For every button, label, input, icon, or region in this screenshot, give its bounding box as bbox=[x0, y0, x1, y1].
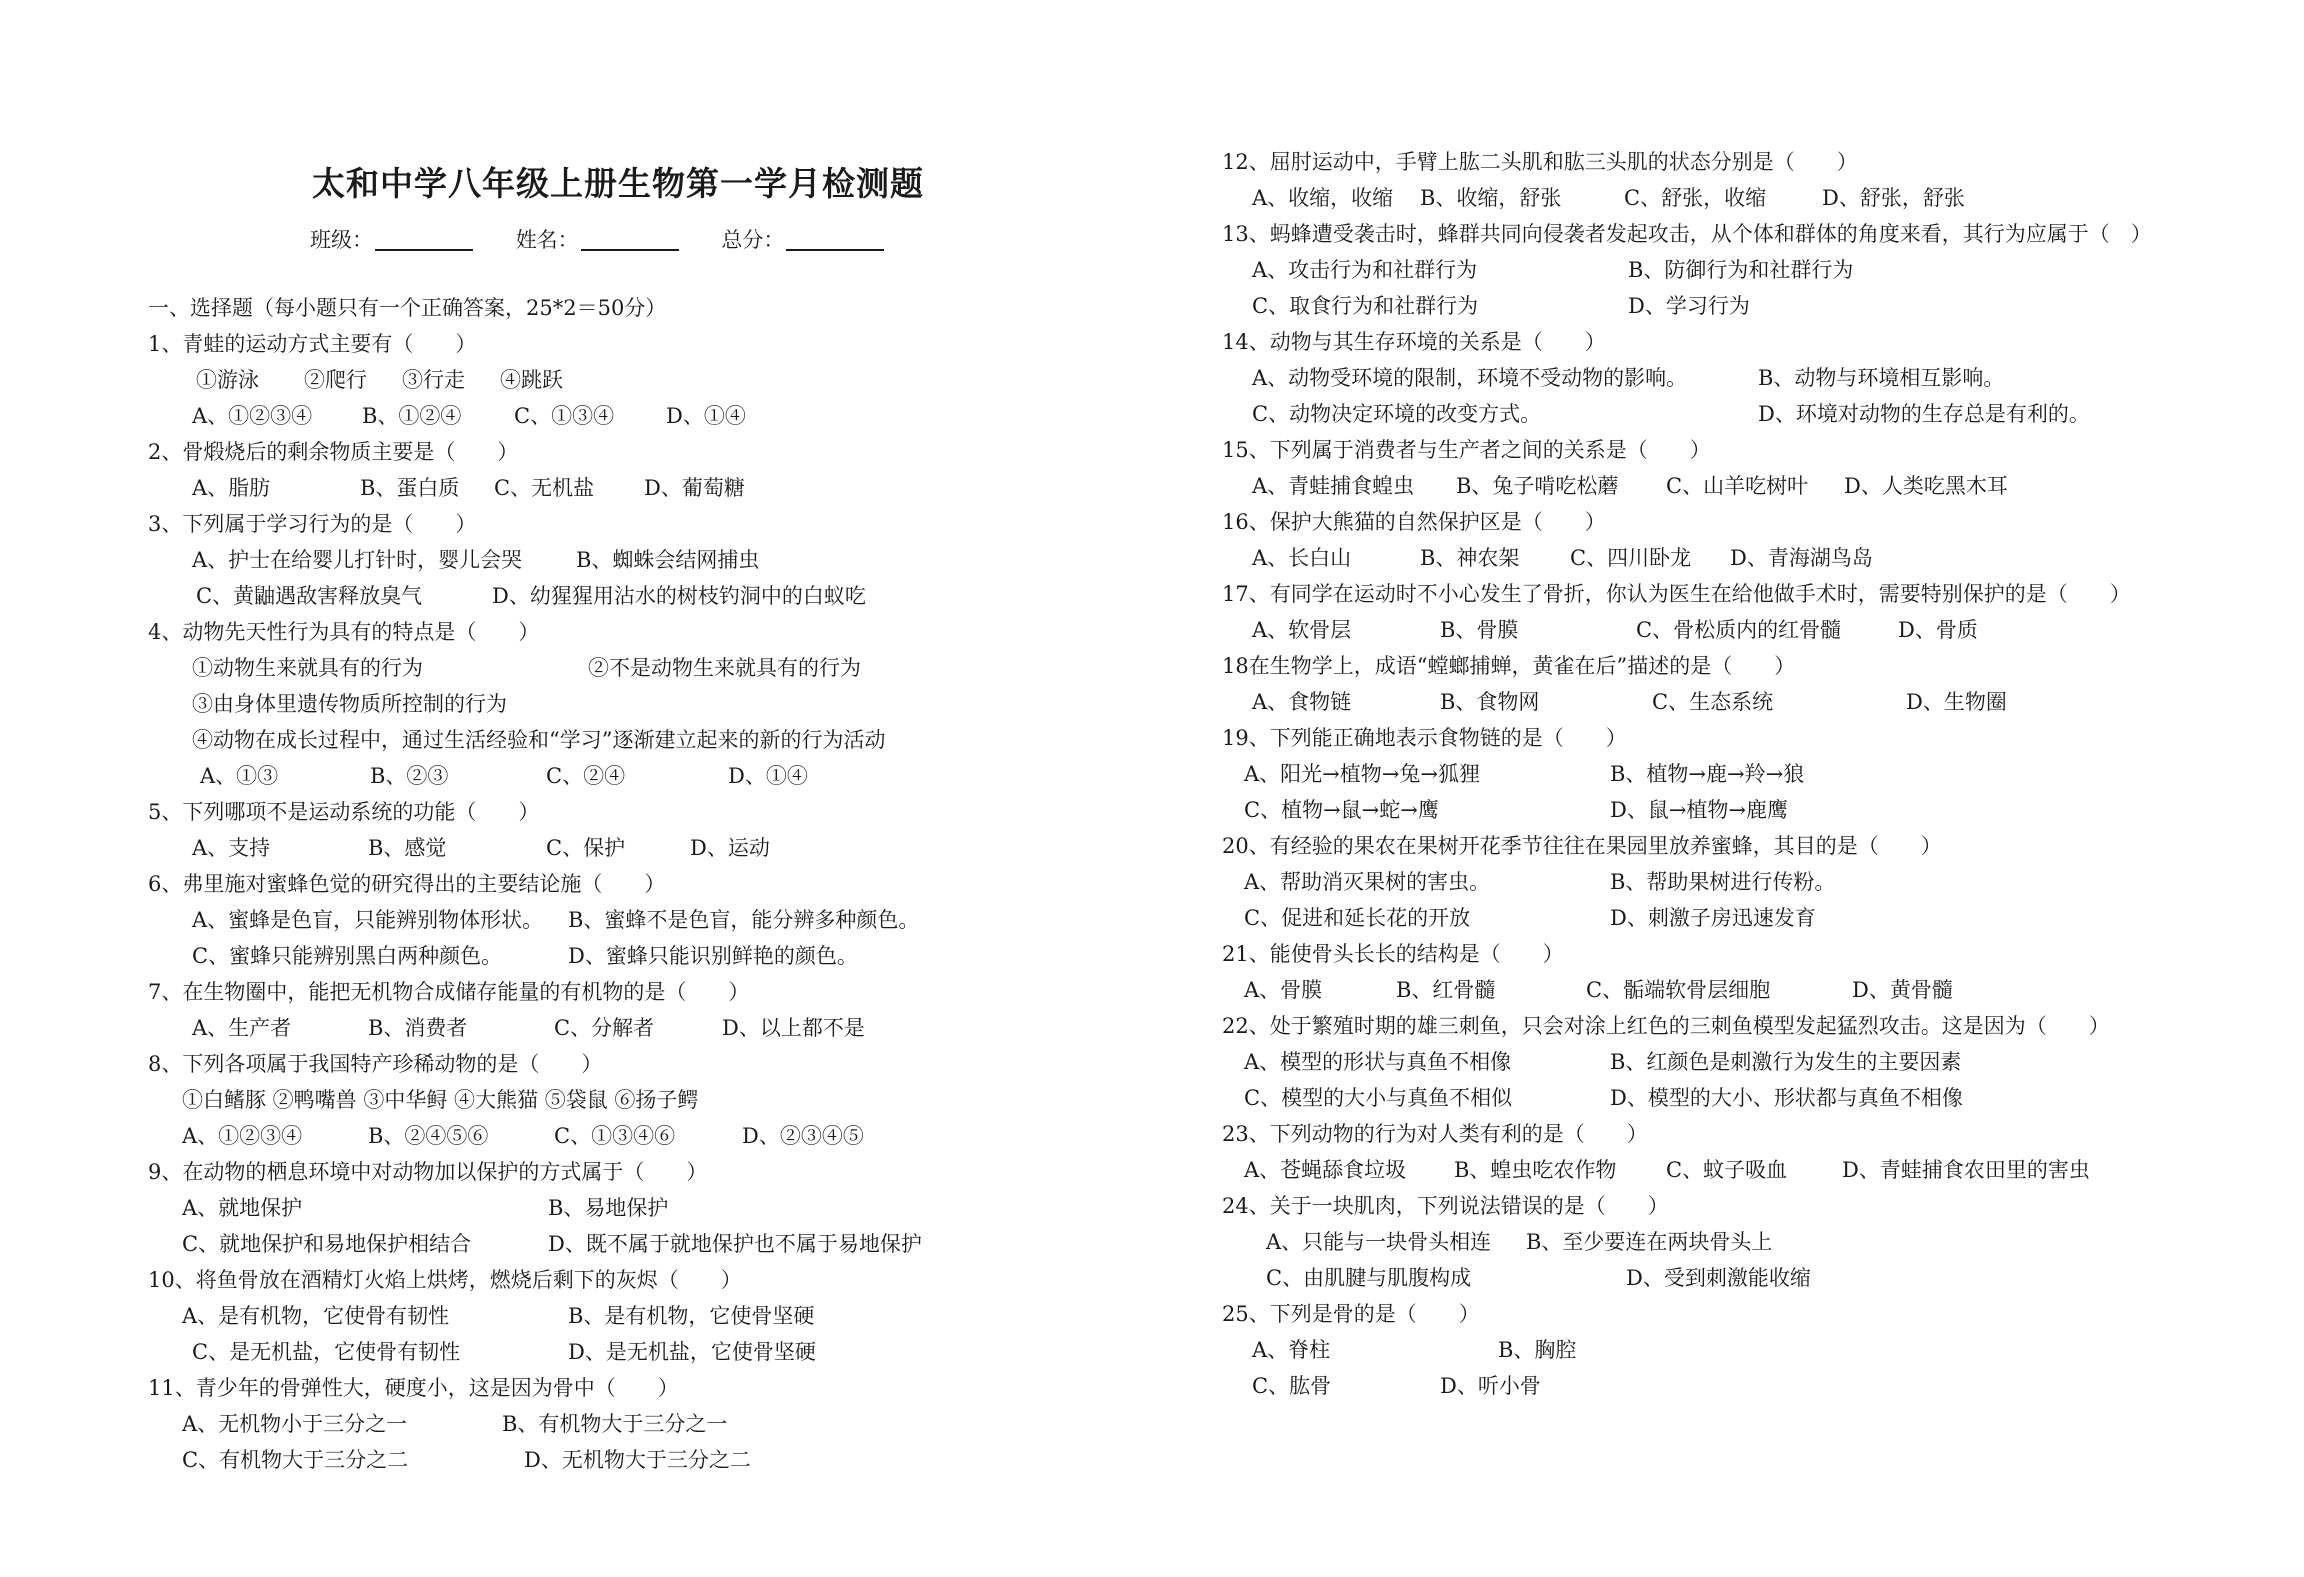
section-heading: 一、选择题（每小题只有一个正确答案，25*2＝50分） bbox=[148, 296, 667, 320]
q12-option-a: A、收缩，收缩 bbox=[1252, 186, 1394, 210]
question-4-items-row3 bbox=[148, 722, 1168, 758]
q1-item-2: ②爬行 bbox=[304, 368, 367, 392]
q18-option-d: D、生物圈 bbox=[1906, 690, 2007, 714]
q25-option-d: D、听小骨 bbox=[1440, 1374, 1541, 1398]
q9-option-b: B、易地保护 bbox=[548, 1196, 669, 1220]
q1-item-3: ③行走 bbox=[402, 368, 465, 392]
question-24-options-row1 bbox=[1222, 1224, 2262, 1260]
question-15-stem: 15、下列属于消费者与生产者之间的关系是（ ） bbox=[1222, 438, 1711, 462]
question-3-stem: 3、下列属于学习行为的是（ ） bbox=[148, 512, 477, 536]
question-25-options-row1 bbox=[1222, 1332, 2262, 1368]
question-17-options bbox=[1222, 612, 2262, 648]
q17-option-b: B、骨膜 bbox=[1440, 618, 1519, 642]
left-column bbox=[148, 290, 1168, 1478]
exam-title: 太和中学八年级上册生物第一学月检测题 bbox=[312, 164, 924, 203]
q4-item-4: ④动物在成长过程中，通过生活经验和“学习”逐渐建立起来的新的行为活动 bbox=[192, 728, 886, 752]
class-label: 班级： bbox=[310, 228, 373, 252]
q8-items: ①白鳍豚 ②鸭嘴兽 ③中华鲟 ④大熊猫 ⑤袋鼠 ⑥扬子鳄 bbox=[182, 1088, 699, 1112]
q4-option-b: B、②③ bbox=[370, 764, 449, 788]
question-13-options-row2 bbox=[1222, 288, 2262, 324]
question-12-stem: 12、屈肘运动中，手臂上肱二头肌和肱三头肌的状态分别是（ ） bbox=[1222, 150, 1858, 174]
q16-option-a: A、长白山 bbox=[1252, 546, 1352, 570]
q10-option-b: B、是有机物，它使骨坚硬 bbox=[568, 1304, 815, 1328]
question-19-options-row2 bbox=[1222, 792, 2262, 828]
q1-item-4: ④跳跃 bbox=[500, 368, 563, 392]
q1-option-d: D、①④ bbox=[666, 404, 746, 428]
score-label: 总分： bbox=[721, 228, 785, 252]
q18-option-a: A、食物链 bbox=[1252, 690, 1352, 714]
q3-option-c: C、黄鼬遇敌害释放臭气 bbox=[196, 584, 423, 608]
question-13-options-row1 bbox=[1222, 252, 2262, 288]
q20-option-b: B、帮助果树进行传粉。 bbox=[1610, 870, 1836, 894]
question-25-stem: 25、下列是骨的是（ ） bbox=[1222, 1302, 1480, 1326]
q11-option-c: C、有机物大于三分之二 bbox=[182, 1448, 409, 1472]
q11-option-d: D、无机物大于三分之二 bbox=[524, 1448, 751, 1472]
q1-option-a: A、①②③④ bbox=[192, 404, 313, 428]
question-20-options-row2 bbox=[1222, 900, 2262, 936]
q2-option-a: A、脂肪 bbox=[192, 476, 271, 500]
q3-option-b: B、蜘蛛会结网捕虫 bbox=[576, 548, 760, 572]
question-1-stem: 1、青蛙的运动方式主要有（ ） bbox=[148, 332, 477, 356]
question-17-stem: 17、有同学在运动时不小心发生了骨折，你认为医生在给他做手术时，需要特别保护的是（ ） bbox=[1222, 582, 2131, 606]
question-12-options bbox=[1222, 180, 2262, 216]
q7-option-d: D、以上都不是 bbox=[722, 1016, 865, 1040]
question-11-options-row2 bbox=[148, 1442, 1168, 1478]
question-9-options-row2 bbox=[148, 1226, 1168, 1262]
q23-option-d: D、青蛙捕食农田里的害虫 bbox=[1842, 1158, 2090, 1182]
q2-option-b: B、蛋白质 bbox=[360, 476, 460, 500]
q24-option-b: B、至少要连在两块骨头上 bbox=[1526, 1230, 1773, 1254]
question-2-stem: 2、骨煅烧后的剩余物质主要是（ ） bbox=[148, 440, 519, 464]
q14-option-c: C、动物决定环境的改变方式。 bbox=[1252, 402, 1542, 426]
q4-item-3: ③由身体里遗传物质所控制的行为 bbox=[192, 692, 507, 716]
question-13-stem: 13、蚂蜂遭受袭击时，蜂群共同向侵袭者发起攻击，从个体和群体的角度来看，其行为应属于（ ） bbox=[1222, 222, 2152, 246]
question-23-options bbox=[1222, 1152, 2262, 1188]
q1-option-c: C、①③④ bbox=[514, 404, 615, 428]
q18-option-c: C、生态系统 bbox=[1652, 690, 1774, 714]
question-21-stem: 21、能使骨头长长的结构是（ ） bbox=[1222, 942, 1564, 966]
question-9-options-row1 bbox=[148, 1190, 1168, 1226]
question-14-options-row2 bbox=[1222, 396, 2262, 432]
q8-option-b: B、②④⑤⑥ bbox=[368, 1124, 489, 1148]
question-6-options-row2 bbox=[148, 938, 1168, 974]
q3-option-a: A、护士在给婴儿打针时，婴儿会哭 bbox=[192, 548, 523, 572]
q18-option-b: B、食物网 bbox=[1440, 690, 1540, 714]
q16-option-d: D、青海湖鸟岛 bbox=[1730, 546, 1873, 570]
question-8-items bbox=[148, 1082, 1168, 1118]
question-8-options bbox=[148, 1118, 1168, 1154]
question-5-stem: 5、下列哪项不是运动系统的功能（ ） bbox=[148, 800, 540, 824]
name-blank bbox=[581, 227, 679, 251]
q23-option-b: B、蝗虫吃农作物 bbox=[1454, 1158, 1617, 1182]
question-1-options bbox=[148, 398, 1168, 434]
question-4-options bbox=[148, 758, 1168, 794]
q13-option-d: D、学习行为 bbox=[1628, 294, 1750, 318]
question-8-stem: 8、下列各项属于我国特产珍稀动物的是（ ） bbox=[148, 1052, 603, 1076]
q9-option-c: C、就地保护和易地保护相结合 bbox=[182, 1232, 472, 1256]
question-7-options bbox=[148, 1010, 1168, 1046]
question-2-options bbox=[148, 470, 1168, 506]
q8-option-a: A、①②③④ bbox=[182, 1124, 303, 1148]
q22-option-c: C、模型的大小与真鱼不相似 bbox=[1244, 1086, 1513, 1110]
q7-option-c: C、分解者 bbox=[554, 1016, 655, 1040]
q25-option-b: B、胸腔 bbox=[1498, 1338, 1577, 1362]
question-10-options-row2 bbox=[148, 1334, 1168, 1370]
q21-option-c: C、骺端软骨层细胞 bbox=[1586, 978, 1771, 1002]
question-6-stem: 6、弗里施对蜜蜂色觉的研究得出的主要结论施（ ） bbox=[148, 872, 666, 896]
q7-option-b: B、消费者 bbox=[368, 1016, 468, 1040]
q1-option-b: B、①②④ bbox=[362, 404, 462, 428]
q19-option-d: D、鼠→植物→鹿鹰 bbox=[1610, 798, 1789, 822]
q13-option-b: B、防御行为和社群行为 bbox=[1628, 258, 1854, 282]
q21-option-d: D、黄骨髓 bbox=[1852, 978, 1953, 1002]
q21-option-a: A、骨膜 bbox=[1244, 978, 1323, 1002]
q2-option-d: D、葡萄糖 bbox=[644, 476, 745, 500]
q15-option-a: A、青蛙捕食蝗虫 bbox=[1252, 474, 1415, 498]
question-10-options-row1 bbox=[148, 1298, 1168, 1334]
q22-option-b: B、红颜色是刺激行为发生的主要因素 bbox=[1610, 1050, 1962, 1074]
q4-item-1: ①动物生来就具有的行为 bbox=[192, 656, 423, 680]
q9-option-d: D、既不属于就地保护也不属于易地保护 bbox=[548, 1232, 922, 1256]
question-19-stem: 19、下列能正确地表示食物链的是（ ） bbox=[1222, 726, 1627, 750]
question-18-options bbox=[1222, 684, 2262, 720]
question-10-stem: 10、将鱼骨放在酒精灯火焰上烘烤，燃烧后剩下的灰烬（ ） bbox=[148, 1268, 742, 1292]
q20-option-d: D、刺激子房迅速发育 bbox=[1610, 906, 1816, 930]
q4-option-d: D、①④ bbox=[728, 764, 808, 788]
question-20-options-row1 bbox=[1222, 864, 2262, 900]
question-9-stem: 9、在动物的栖息环境中对动物加以保护的方式属于（ ） bbox=[148, 1160, 708, 1184]
question-3-options-row1 bbox=[148, 542, 1168, 578]
q21-option-b: B、红骨髓 bbox=[1396, 978, 1496, 1002]
question-23-stem: 23、下列动物的行为对人类有利的是（ ） bbox=[1222, 1122, 1648, 1146]
question-22-options-row1 bbox=[1222, 1044, 2262, 1080]
q4-item-2: ②不是动物生来就具有的行为 bbox=[588, 656, 861, 680]
q6-option-c: C、蜜蜂只能辨别黑白两种颜色。 bbox=[192, 944, 503, 968]
q8-option-c: C、①③④⑥ bbox=[554, 1124, 676, 1148]
q16-option-c: C、四川卧龙 bbox=[1570, 546, 1692, 570]
q12-option-c: C、舒张，收缩 bbox=[1624, 186, 1767, 210]
question-4-stem: 4、动物先天性行为具有的特点是（ ） bbox=[148, 620, 540, 644]
q14-option-d: D、环境对动物的生存总是有利的。 bbox=[1758, 402, 2090, 426]
q19-option-b: B、植物→鹿→羚→狼 bbox=[1610, 762, 1805, 786]
q8-option-d: D、②③④⑤ bbox=[742, 1124, 864, 1148]
right-column bbox=[1222, 144, 2262, 1404]
q4-option-a: A、①③ bbox=[200, 764, 279, 788]
score-blank bbox=[786, 227, 884, 251]
question-15-options bbox=[1222, 468, 2262, 504]
q22-option-d: D、模型的大小、形状都与真鱼不相像 bbox=[1610, 1086, 1963, 1110]
question-20-stem: 20、有经验的果农在果树开花季节往往在果园里放养蜜蜂，其目的是（ ） bbox=[1222, 834, 1942, 858]
q13-option-a: A、攻击行为和社群行为 bbox=[1252, 258, 1478, 282]
q9-option-a: A、就地保护 bbox=[182, 1196, 303, 1220]
q10-option-c: C、是无机盐，它使骨有韧性 bbox=[192, 1340, 461, 1364]
question-22-stem: 22、处于繁殖时期的雄三刺鱼，只会对涂上红色的三刺鱼模型发起猛烈攻击。这是因为（ ） bbox=[1222, 1014, 2110, 1038]
q20-option-a: A、帮助消灭果树的害虫。 bbox=[1244, 870, 1491, 894]
q15-option-b: B、兔子啃吃松蘑 bbox=[1456, 474, 1619, 498]
q11-option-b: B、有机物大于三分之一 bbox=[502, 1412, 728, 1436]
q15-option-d: D、人类吃黑木耳 bbox=[1844, 474, 2008, 498]
q6-option-a: A、蜜蜂是色盲，只能辨别物体形状。 bbox=[192, 908, 544, 932]
q6-option-d: D、蜜蜂只能识别鲜艳的颜色。 bbox=[568, 944, 858, 968]
q6-option-b: B、蜜蜂不是色盲，能分辨多种颜色。 bbox=[568, 908, 920, 932]
q10-option-a: A、是有机物，它使骨有韧性 bbox=[182, 1304, 450, 1328]
q17-option-d: D、骨质 bbox=[1898, 618, 1978, 642]
q24-option-a: A、只能与一块骨头相连 bbox=[1266, 1230, 1492, 1254]
question-16-options bbox=[1222, 540, 2262, 576]
question-4-items-row2 bbox=[148, 686, 1168, 722]
q15-option-c: C、山羊吃树叶 bbox=[1666, 474, 1809, 498]
q12-option-b: B、收缩，舒张 bbox=[1420, 186, 1562, 210]
q3-option-d: D、幼猩猩用沾水的树枝钓洞中的白蚁吃 bbox=[492, 584, 866, 608]
q14-option-a: A、动物受环境的限制，环境不受动物的影响。 bbox=[1252, 366, 1688, 390]
question-14-stem: 14、动物与其生存环境的关系是（ ） bbox=[1222, 330, 1606, 354]
q20-option-c: C、促进和延长花的开放 bbox=[1244, 906, 1471, 930]
q5-option-b: B、感觉 bbox=[368, 836, 447, 860]
question-7-stem: 7、在生物圈中，能把无机物合成储存能量的有机物的是（ ） bbox=[148, 980, 750, 1004]
question-19-options-row1 bbox=[1222, 756, 2262, 792]
q1-item-1: ①游泳 bbox=[196, 368, 259, 392]
q12-option-d: D、舒张，舒张 bbox=[1822, 186, 1965, 210]
question-3-options-row2 bbox=[148, 578, 1168, 614]
q13-option-c: C、取食行为和社群行为 bbox=[1252, 294, 1479, 318]
question-24-options-row2 bbox=[1222, 1260, 2262, 1296]
q7-option-a: A、生产者 bbox=[192, 1016, 292, 1040]
q22-option-a: A、模型的形状与真鱼不相像 bbox=[1244, 1050, 1512, 1074]
q11-option-a: A、无机物小于三分之一 bbox=[182, 1412, 408, 1436]
q25-option-c: C、肱骨 bbox=[1252, 1374, 1332, 1398]
q23-option-c: C、蚊子吸血 bbox=[1666, 1158, 1788, 1182]
q17-option-a: A、软骨层 bbox=[1252, 618, 1352, 642]
q19-option-a: A、阳光→植物→兔→狐狸 bbox=[1244, 762, 1480, 786]
question-22-options-row2 bbox=[1222, 1080, 2262, 1116]
q19-option-c: C、植物→鼠→蛇→鹰 bbox=[1244, 798, 1439, 822]
question-16-stem: 16、保护大熊猫的自然保护区是（ ） bbox=[1222, 510, 1606, 534]
question-11-stem: 11、青少年的骨弹性大，硬度小，这是因为骨中（ ） bbox=[148, 1376, 679, 1400]
question-14-options-row1 bbox=[1222, 360, 2262, 396]
question-18-stem: 18在生物学上，成语“螳螂捕蝉，黄雀在后”描述的是（ ） bbox=[1222, 654, 1796, 678]
question-6-options-row1 bbox=[148, 902, 1168, 938]
q24-option-d: D、受到刺激能收缩 bbox=[1626, 1266, 1811, 1290]
q16-option-b: B、神农架 bbox=[1420, 546, 1520, 570]
question-24-stem: 24、关于一块肌肉，下列说法错误的是（ ） bbox=[1222, 1194, 1669, 1218]
q2-option-c: C、无机盐 bbox=[494, 476, 595, 500]
q24-option-c: C、由肌腱与肌腹构成 bbox=[1266, 1266, 1472, 1290]
question-11-options-row1 bbox=[148, 1406, 1168, 1442]
question-5-options bbox=[148, 830, 1168, 866]
q23-option-a: A、苍蝇舔食垃圾 bbox=[1244, 1158, 1407, 1182]
q5-option-c: C、保护 bbox=[546, 836, 626, 860]
q5-option-d: D、运动 bbox=[690, 836, 770, 860]
question-4-items-row1 bbox=[148, 650, 1168, 686]
student-info-line bbox=[310, 222, 920, 258]
q10-option-d: D、是无机盐，它使骨坚硬 bbox=[568, 1340, 816, 1364]
question-21-options bbox=[1222, 972, 2262, 1008]
class-blank bbox=[375, 227, 473, 251]
question-1-items bbox=[148, 362, 1168, 398]
name-label: 姓名： bbox=[515, 228, 579, 252]
q25-option-a: A、脊柱 bbox=[1252, 1338, 1331, 1362]
q14-option-b: B、动物与环境相互影响。 bbox=[1758, 366, 2005, 390]
q5-option-a: A、支持 bbox=[192, 836, 271, 860]
question-25-options-row2 bbox=[1222, 1368, 2262, 1404]
q17-option-c: C、骨松质内的红骨髓 bbox=[1636, 618, 1842, 642]
q4-option-c: C、②④ bbox=[546, 764, 626, 788]
